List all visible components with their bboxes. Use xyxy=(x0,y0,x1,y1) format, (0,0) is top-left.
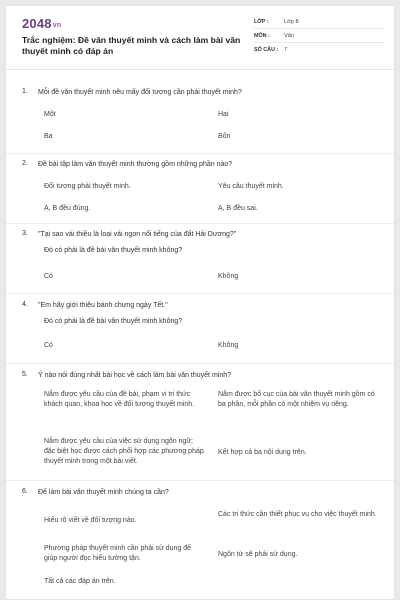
meta-label: SỐ CÂU : xyxy=(254,47,279,53)
option-5b[interactable]: Nắm được bố cục của bài văn thuyết minh gồm có ba phần, mỗi phần có một nhiệm vụ riêng. xyxy=(218,391,375,409)
quiz-title: Trắc nghiệm: Đề văn thuyết minh và cách làm bài văn thuyết minh có đáp án xyxy=(22,35,241,56)
option-1a[interactable]: Một xyxy=(44,111,56,118)
question-number: 4. xyxy=(22,301,28,308)
option-2b[interactable]: Yêu cầu thuyết minh. xyxy=(218,183,284,190)
meta-value: 7 xyxy=(284,47,288,53)
option-6e[interactable]: Tất cả các đáp án trên. xyxy=(44,578,116,585)
question-number: 1. xyxy=(22,88,28,95)
option-1c[interactable]: Ba xyxy=(44,133,53,140)
question-number: 6. xyxy=(22,488,28,495)
meta-row-subject xyxy=(254,29,384,43)
question-number: 5. xyxy=(22,371,28,378)
question-text: "Tại sao vải thiều là loại vải ngon nổi tiếng của đất Hải Dương?" xyxy=(38,231,237,238)
option-3b[interactable]: Không xyxy=(218,273,239,280)
question-subtext: Đó có phải là đề bài văn thuyết minh không? xyxy=(44,318,183,325)
option-1b[interactable]: Hai xyxy=(218,111,229,118)
option-5c[interactable]: Nắm được yêu cầu của việc sử dụng ngôn ngữ; đặc biệt học được cách phối hợp các phương pháp thuyết minh trong một bài viết. xyxy=(44,438,204,466)
question-number: 2. xyxy=(22,160,28,167)
question-2 xyxy=(6,154,395,224)
meta-value: Lớp 8 xyxy=(284,18,299,25)
option-6a[interactable]: Hiểu rõ viết về đối tượng nào. xyxy=(44,517,137,524)
question-3 xyxy=(6,224,395,294)
question-5 xyxy=(6,364,395,481)
meta-label: LỚP : xyxy=(254,18,269,25)
question-number: 3. xyxy=(22,230,28,237)
quiz-sheet xyxy=(5,5,395,600)
option-6d[interactable]: Ngôn từ sẽ phải sử dụng. xyxy=(218,551,298,558)
option-6b[interactable]: Các tri thức cần thiết phục vụ cho việc thuyết minh. xyxy=(218,511,377,518)
question-subtext: Đó có phải là đề bài văn thuyết minh không? xyxy=(44,247,183,254)
meta-label: MÔN : xyxy=(254,32,270,39)
question-text: Đề bài tập làm văn thuyết minh thường gồm những phần nào? xyxy=(38,161,233,168)
option-4a[interactable]: Có xyxy=(44,342,53,349)
option-5d[interactable]: Kết hợp cả ba nội dung trên. xyxy=(218,449,307,456)
question-text: Ý nào nói đúng nhất bài học về cách làm bài văn thuyết minh? xyxy=(38,372,232,379)
meta-row-count xyxy=(254,43,384,57)
option-2a[interactable]: Đối tượng phải thuyết minh. xyxy=(44,183,131,190)
option-2c[interactable]: A, B đều đúng. xyxy=(44,205,91,212)
option-2d[interactable]: A, B đều sai. xyxy=(218,205,258,212)
quiz-meta-table xyxy=(254,15,384,57)
quiz-header xyxy=(6,6,395,70)
site-logo[interactable]: 2048vn xyxy=(22,16,62,31)
meta-row-class xyxy=(254,15,384,29)
option-3a[interactable]: Có xyxy=(44,273,53,280)
option-1d[interactable]: Bốn xyxy=(218,133,231,140)
option-4b[interactable]: Không xyxy=(218,342,239,349)
meta-value: Văn xyxy=(284,32,294,39)
option-5a[interactable]: Nắm được yêu cầu của đề bài, phạm vi tri thức khách quan, khoa học về đối tượng thuyết minh. xyxy=(44,391,195,409)
question-4 xyxy=(6,294,395,364)
question-text: "Em hãy giới thiệu bánh chưng ngày Tết." xyxy=(38,302,168,309)
question-1 xyxy=(6,84,395,154)
question-text: Để làm bài văn thuyết minh chúng ta cần? xyxy=(38,489,169,496)
question-6 xyxy=(6,481,395,600)
option-6c[interactable]: Phương pháp thuyết minh cần phải sử dụng để giúp người đọc hiểu tường tận. xyxy=(44,545,192,563)
question-text: Mỗi đề văn thuyết minh nêu mấy đối tượng cần phải thuyết minh? xyxy=(38,89,242,96)
